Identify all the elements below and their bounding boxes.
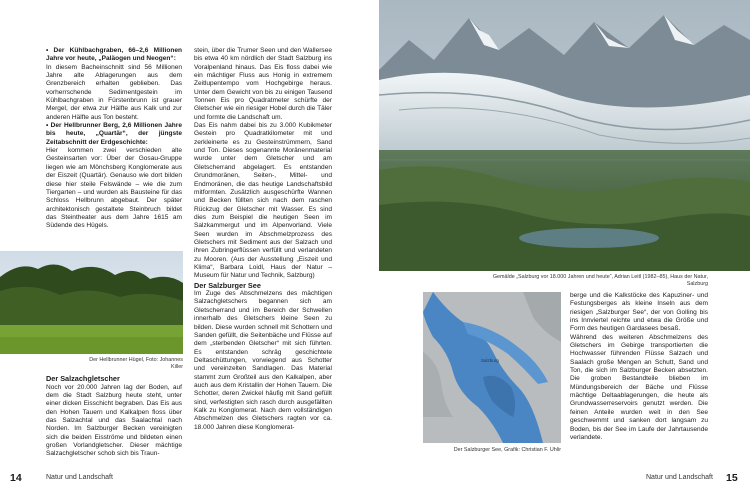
map-label-salzburg: Salzburg	[481, 358, 499, 363]
heading-salzachgletscher: Der Salzachgletscher	[46, 374, 120, 383]
painting-caption: Gemälde „Salzburg vor 18.000 Jahren und heute“, Adrian Leitl (1982–85), Haus der Natur, Salzburg	[492, 274, 708, 287]
paragraph-salzachgletscher: Noch vor 20.000 Jahren lag der Boden, auf dem die Stadt Salzburg heute steht, unter einer dicken Eisschicht begraben. Das Eis aus den Hohen Tauern und Kalkalpen floss über das Salzachtal und das Saalachtal nach Norden. Im Salzburger Becken vereinigten sich die beiden Eisströme und bildeten einen großen Vorlandgletscher. Dieser mächtige Salzachgletscher schob sich bis Traun-	[46, 383, 182, 458]
glacier-painting	[379, 0, 750, 271]
page-number-left: 14	[10, 472, 22, 484]
page-number-right: 15	[726, 472, 738, 484]
salzburger-see-map	[423, 292, 561, 443]
hellbrunner-huegel-photo	[0, 251, 183, 354]
left-column-1	[46, 47, 182, 231]
left-column-1b	[46, 374, 182, 459]
paragraph-vorlandgletscher: stein, über die Trumer Seen und den Wallersee bis etwa 40 km nördlich der Stadt Salzburg ins Voralpenland hinaus. Das Eis floss dabei wie ein mächtiger Fluss aus Honig in extremem Zeitlupentempo vom Hochgebirge heraus. Unter dem Gewicht von bis zu einigen Tausend Tonnen Eis pro Quadratmeter schürfte der Gletscher wie ein riesiger Hobel durch die Täler und formte die Landschaft um.	[194, 47, 332, 121]
paragraph-inseln: berge und die Kalkstöcke des Kapuziner- und Festungsberges als kleine Inseln aus dem riesigen „Salzburger See“, der von Golling bis ins Innviertel reichte und etwa die Größe und Form des heutigen Gardasees besaß.	[570, 292, 708, 333]
bullet-heading-kuehlbachgraben: • Der Kühlbachgraben, 66–2,6 Millionen Jahre vor heute, „Paläogen und Neogen“:	[46, 47, 182, 63]
footer-right: Natur und Landschaft	[646, 474, 713, 481]
photo-caption: Der Hellbrunner Hügel, Foto: Johannes Killer	[89, 357, 183, 370]
paragraph-salzburger-see: Im Zuge des Abschmelzens des mächtigen Salzachgletschers begannen sich am Gletscherrand und im Bereich der Schwellen innerhalb des Gletschers kleine Seen zu bilden. Diese wurden schnell mit Schottern und Sanden gefüllt, die Seitenbäche und Flüsse auf dem „sterbenden Gletscher“ mit sich führten. Es entstanden schräg geschichtete Deltaschüttungen, vorwiegend aus Schotter und vereinzelten Sandlagen. Das Material stammt zum Großteil aus den Kalkalpen, aber auch aus dem Kristallin der Hohen Tauern. Die Schotter, deren Zwickel häufig mit Sand gefüllt sind, verfestigten sich rasch durch ausgefällten Kalk zu Konglomerat. Nach dem vollständigen Abschmelzen des Gletschers ragten vor ca. 18.000 Jahren diese Konglomerat-	[194, 290, 332, 431]
bullet-heading-hellbrunner-berg: • Der Hellbrunner Berg, 2,6 Millionen Jahre bis heute, „Quartär“, der jüngste Zeitabschnitt der Erdgeschichte:	[46, 122, 182, 146]
left-column-2	[194, 47, 332, 432]
paragraph-kuehlbachgraben: In diesem Bacheinschnitt sind 56 Millionen Jahre alte Ablagerungen aus dem Grenzbereich erhalten geblieben. Das vorherrschende Sedimentgestein im Kühlbachgraben in Fürstenbrunn ist grauer Mergel, der etwa zur Hälfte aus Kalk und zur anderen Hälfte aus Ton besteht.	[46, 63, 182, 121]
paragraph-moraenen: Das Eis nahm dabei bis zu 3.000 Kubikmeter Gestein pro Quadratkilometer mit und zerkleinerte es zu Gesteinstrümmern, Sand und Ton. Dieses sogenannte Moränenmaterial wurde unter dem Gletscher und am Gletscherrand abgelagert. Es entstanden Grundmoränen, Seiten-, Mittel- und Endmoränen, die das heutige Landschaftsbild mitformten. Zusätzlich ausgeschürfte Wannen und Becken füllten sich nach dem raschen Rückzug der Gletscher mit Wasser. Es sind dies zum Beispiel die heutigen Seen im Salzkammergut und im Alpenvorland. Viele Seen wurden im Abschmelzprozess des Gletschers mit Sediment aus der Salzach und ihren Zubringerflüssen verfüllt und verlandeten zu Mooren. (Aus der Ausstellung „Eiszeit und Klima“, Barbara Loidl, Haus der Natur – Museum für Natur und Technik, Salzburg)	[194, 122, 332, 280]
heading-salzburger-see: Der Salzburger See	[194, 280, 261, 290]
footer-left: Natur und Landschaft	[46, 474, 113, 481]
right-column	[570, 292, 708, 442]
paragraph-hellbrunner-berg: Hier kommen zwei verschieden alte Gesteinsarten vor: Über der Gosau-Gruppe liegen wie am Mönchsberg Konglomerate aus der Eiszeit (Quartär). Genauso wie dort bilden diese hier steile Felswände – wie die zum Tiergarten – und wurden als Bausteine für das Schloss Hellbrunn abgebaut. Der später architektonisch gestaltete Steinbruch bildet das Steintheater aus dem Jahre 1615 am Südende des Hügels.	[46, 147, 182, 230]
map-caption: Der Salzburger See, Grafik: Christian F. Uhlir	[453, 447, 561, 453]
paragraph-deltaablagerungen: Während des weiteren Abschmelzens des Gletschers im Gebirge transportierten die Hochwasser führenden Flüsse Salzach und Saalach große Mengen an Schutt, Sand und Ton, die sich im Salzburger Becken absetzten. Die groben Bestandteile blieben im Mündungsbereich der Bäche und Flüsse mächtige Deltaablagerungen, die heute als Grundwasserreservoirs genutzt werden. Die feinen Anteile wurden weit in den See geschwemmt und sanken dort langsam zu Boden, bis der See im Laufe der Jahrtausende verlandete.	[570, 333, 708, 441]
